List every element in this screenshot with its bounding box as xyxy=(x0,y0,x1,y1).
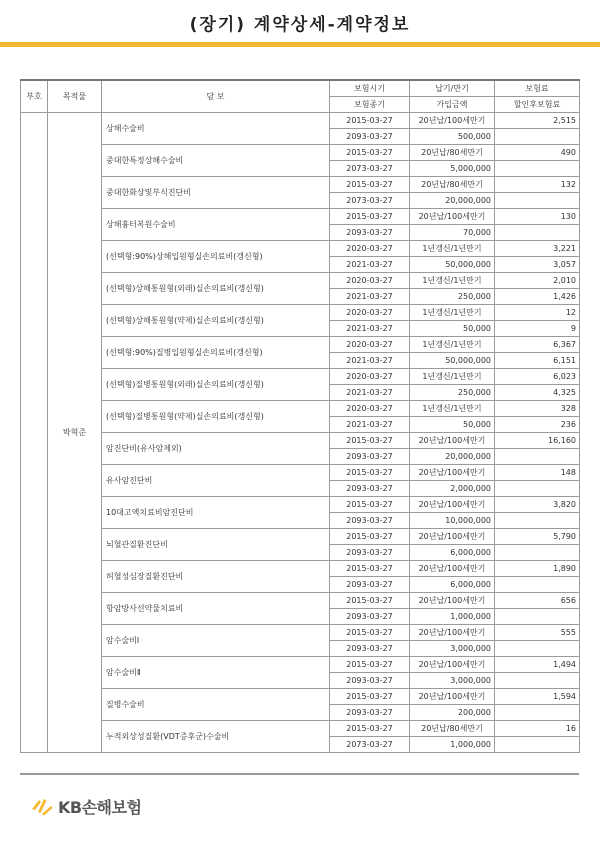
cell-start: 2020-03-27 xyxy=(330,369,410,385)
cell-term: 20년납/100세만기 xyxy=(410,465,495,481)
table-row xyxy=(21,593,580,609)
cell-coverage: 상해흉터복원수술비 xyxy=(102,209,330,241)
cell-coverage: 누적외상성질환(VDT증후군)수술비 xyxy=(102,721,330,753)
cell-discount xyxy=(495,129,580,145)
header-period-end: 보험종기 xyxy=(330,97,410,113)
cell-discount xyxy=(495,481,580,497)
cell-premium: 3,820 xyxy=(495,497,580,513)
cell-coverage: (선택형)상해통원형(약제)실손의료비(갱신형) xyxy=(102,305,330,337)
cell-term: 1년갱신/1년만기 xyxy=(410,337,495,353)
cell-coverage: (선택형:90%)질병입원형실손의료비(갱신형) xyxy=(102,337,330,369)
cell-discount xyxy=(495,705,580,721)
cell-amount: 50,000 xyxy=(410,417,495,433)
cell-term: 20년납/80세만기 xyxy=(410,721,495,737)
cell-end: 2073-03-27 xyxy=(330,161,410,177)
cell-premium: 16 xyxy=(495,721,580,737)
cell-coverage: 암수술비Ⅰ xyxy=(102,625,330,657)
cell-premium: 2,010 xyxy=(495,273,580,289)
table-row xyxy=(21,625,580,641)
cell-end: 2093-03-27 xyxy=(330,129,410,145)
table-row xyxy=(21,465,580,481)
table-row xyxy=(21,529,580,545)
cell-amount: 2,000,000 xyxy=(410,481,495,497)
cell-coverage: (선택형)질병통원형(외래)실손의료비(갱신형) xyxy=(102,369,330,401)
page-title: (장기) 계약상세-계약정보 xyxy=(189,15,411,35)
cell-term: 20년납/100세만기 xyxy=(410,593,495,609)
cell-amount: 250,000 xyxy=(410,289,495,305)
cell-amount: 250,000 xyxy=(410,385,495,401)
table-row xyxy=(21,369,580,385)
kb-star-icon xyxy=(30,796,54,818)
cell-amount: 6,000,000 xyxy=(410,577,495,593)
cell-premium: 1,494 xyxy=(495,657,580,673)
table-row xyxy=(21,145,580,161)
cell-coverage: (선택형)상해통원형(외래)실손의료비(갱신형) xyxy=(102,273,330,305)
cell-start: 2020-03-27 xyxy=(330,401,410,417)
header-purpose: 목적물 xyxy=(48,80,102,113)
cell-start: 2015-03-27 xyxy=(330,561,410,577)
cell-start: 2015-03-27 xyxy=(330,689,410,705)
cell-start: 2015-03-27 xyxy=(330,145,410,161)
cell-coverage: (선택형:90%)상해입원형실손의료비(갱신형) xyxy=(102,241,330,273)
cell-start: 2015-03-27 xyxy=(330,113,410,129)
cell-coverage: 허혈성심장질환진단비 xyxy=(102,561,330,593)
cell-start: 2015-03-27 xyxy=(330,497,410,513)
cell-discount: 9 xyxy=(495,321,580,337)
cell-term: 1년갱신/1년만기 xyxy=(410,369,495,385)
cell-amount: 500,000 xyxy=(410,129,495,145)
cell-start: 2015-03-27 xyxy=(330,529,410,545)
cell-end: 2093-03-27 xyxy=(330,609,410,625)
cell-premium: 6,023 xyxy=(495,369,580,385)
cell-coverage: 중대한특정상해수술비 xyxy=(102,145,330,177)
cell-coverage: 10대고액치료비암진단비 xyxy=(102,497,330,529)
cell-coverage: 암수술비Ⅱ xyxy=(102,657,330,689)
cell-discount xyxy=(495,225,580,241)
cell-coverage: 암진단비(유사암제외) xyxy=(102,433,330,465)
cell-end: 2021-03-27 xyxy=(330,385,410,401)
cell-start: 2020-03-27 xyxy=(330,337,410,353)
cell-end: 2093-03-27 xyxy=(330,225,410,241)
cell-coverage: 중대한화상및부식진단비 xyxy=(102,177,330,209)
cell-coverage: 뇌혈관질환진단비 xyxy=(102,529,330,561)
cell-amount: 20,000,000 xyxy=(410,193,495,209)
cell-term: 20년납/80세만기 xyxy=(410,145,495,161)
cell-term: 20년납/100세만기 xyxy=(410,625,495,641)
cell-amount: 3,000,000 xyxy=(410,673,495,689)
cell-premium: 16,160 xyxy=(495,433,580,449)
cell-discount xyxy=(495,513,580,529)
cell-amount: 200,000 xyxy=(410,705,495,721)
cell-end: 2073-03-27 xyxy=(330,193,410,209)
cell-term: 20년납/80세만기 xyxy=(410,177,495,193)
cell-term: 1년갱신/1년만기 xyxy=(410,305,495,321)
cell-coverage: 유사암진단비 xyxy=(102,465,330,497)
cell-term: 20년납/100세만기 xyxy=(410,529,495,545)
cell-term: 20년납/100세만기 xyxy=(410,113,495,129)
table-row xyxy=(21,721,580,737)
cell-end: 2093-03-27 xyxy=(330,641,410,657)
table-row xyxy=(21,561,580,577)
table-row xyxy=(21,241,580,257)
cell-term: 20년납/100세만기 xyxy=(410,497,495,513)
cell-discount: 6,151 xyxy=(495,353,580,369)
cell-amount: 50,000,000 xyxy=(410,353,495,369)
kb-logo xyxy=(30,795,141,818)
cell-end: 2093-03-27 xyxy=(330,481,410,497)
logo-text: KB손해보험 xyxy=(58,798,142,817)
header-period-start: 보험시기 xyxy=(330,80,410,97)
cell-start: 2015-03-27 xyxy=(330,177,410,193)
cell-discount xyxy=(495,673,580,689)
cell-discount: 1,426 xyxy=(495,289,580,305)
cell-end: 2093-03-27 xyxy=(330,577,410,593)
header-term: 납기/만기 xyxy=(410,80,495,97)
cell-premium: 490 xyxy=(495,145,580,161)
cell-end: 2093-03-27 xyxy=(330,705,410,721)
cell-premium: 1,890 xyxy=(495,561,580,577)
cell-discount xyxy=(495,449,580,465)
cell-end: 2093-03-27 xyxy=(330,449,410,465)
header-coverage: 담 보 xyxy=(102,80,330,113)
cell-term: 1년갱신/1년만기 xyxy=(410,273,495,289)
table-row xyxy=(21,273,580,289)
cell-amount: 5,000,000 xyxy=(410,161,495,177)
cell-term: 20년납/100세만기 xyxy=(410,209,495,225)
cell-coverage: 항암방사선약물치료비 xyxy=(102,593,330,625)
cell-amount: 1,000,000 xyxy=(410,609,495,625)
table-row xyxy=(21,113,580,129)
table-row xyxy=(21,209,580,225)
cell-start: 2020-03-27 xyxy=(330,305,410,321)
cell-end: 2021-03-27 xyxy=(330,353,410,369)
header-discount-premium: 할인후보험료 xyxy=(495,97,580,113)
table-row xyxy=(21,497,580,513)
cell-premium: 132 xyxy=(495,177,580,193)
table-row xyxy=(21,401,580,417)
cell-discount xyxy=(495,193,580,209)
cell-amount: 10,000,000 xyxy=(410,513,495,529)
table-row xyxy=(21,337,580,353)
cell-amount: 3,000,000 xyxy=(410,641,495,657)
cell-end: 2093-03-27 xyxy=(330,545,410,561)
header-no: 부호 xyxy=(21,80,48,113)
cell-discount: 236 xyxy=(495,417,580,433)
cell-start: 2015-03-27 xyxy=(330,657,410,673)
title-accent-bar xyxy=(0,42,600,47)
cell-discount xyxy=(495,609,580,625)
cell-premium: 3,221 xyxy=(495,241,580,257)
cell-premium: 5,790 xyxy=(495,529,580,545)
footer-divider xyxy=(20,773,579,775)
table-row xyxy=(21,305,580,321)
cell-amount: 50,000 xyxy=(410,321,495,337)
cell-amount: 1,000,000 xyxy=(410,737,495,753)
cell-start: 2015-03-27 xyxy=(330,625,410,641)
cell-premium: 555 xyxy=(495,625,580,641)
cell-discount xyxy=(495,577,580,593)
cell-term: 1년갱신/1년만기 xyxy=(410,401,495,417)
cell-premium: 1,594 xyxy=(495,689,580,705)
cell-premium: 12 xyxy=(495,305,580,321)
cell-premium: 148 xyxy=(495,465,580,481)
cell-coverage: (선택형)질병통원형(약제)실손의료비(갱신형) xyxy=(102,401,330,433)
header-premium: 보험료 xyxy=(495,80,580,97)
cell-premium: 130 xyxy=(495,209,580,225)
cell-term: 20년납/100세만기 xyxy=(410,561,495,577)
table-row xyxy=(21,177,580,193)
cell-term: 20년납/100세만기 xyxy=(410,433,495,449)
cell-premium: 6,367 xyxy=(495,337,580,353)
cell-start: 2020-03-27 xyxy=(330,273,410,289)
cell-coverage: 질병수술비 xyxy=(102,689,330,721)
cell-start: 2015-03-27 xyxy=(330,465,410,481)
cell-start: 2015-03-27 xyxy=(330,209,410,225)
table-row xyxy=(21,689,580,705)
cell-discount: 4,325 xyxy=(495,385,580,401)
cell-discount xyxy=(495,545,580,561)
cell-end: 2021-03-27 xyxy=(330,321,410,337)
header-amount: 가입금액 xyxy=(410,97,495,113)
cell-term: 20년납/100세만기 xyxy=(410,689,495,705)
cell-discount: 3,057 xyxy=(495,257,580,273)
cell-premium: 656 xyxy=(495,593,580,609)
cell-end: 2021-03-27 xyxy=(330,417,410,433)
cell-end: 2093-03-27 xyxy=(330,513,410,529)
cell-no xyxy=(21,113,48,753)
cell-start: 2015-03-27 xyxy=(330,433,410,449)
cell-end: 2093-03-27 xyxy=(330,673,410,689)
cell-term: 1년갱신/1년만기 xyxy=(410,241,495,257)
cell-discount xyxy=(495,737,580,753)
cell-amount: 50,000,000 xyxy=(410,257,495,273)
contract-table xyxy=(20,79,580,753)
cell-end: 2073-03-27 xyxy=(330,737,410,753)
cell-discount xyxy=(495,161,580,177)
cell-premium: 328 xyxy=(495,401,580,417)
cell-end: 2021-03-27 xyxy=(330,289,410,305)
table-row xyxy=(21,657,580,673)
cell-start: 2020-03-27 xyxy=(330,241,410,257)
cell-amount: 6,000,000 xyxy=(410,545,495,561)
cell-start: 2015-03-27 xyxy=(330,721,410,737)
cell-premium: 2,515 xyxy=(495,113,580,129)
cell-amount: 70,000 xyxy=(410,225,495,241)
cell-end: 2021-03-27 xyxy=(330,257,410,273)
cell-discount xyxy=(495,641,580,657)
cell-term: 20년납/100세만기 xyxy=(410,657,495,673)
cell-insured: 박혁준 xyxy=(48,113,102,753)
cell-start: 2015-03-27 xyxy=(330,593,410,609)
cell-amount: 20,000,000 xyxy=(410,449,495,465)
cell-coverage: 상해수술비 xyxy=(102,113,330,145)
table-row xyxy=(21,433,580,449)
